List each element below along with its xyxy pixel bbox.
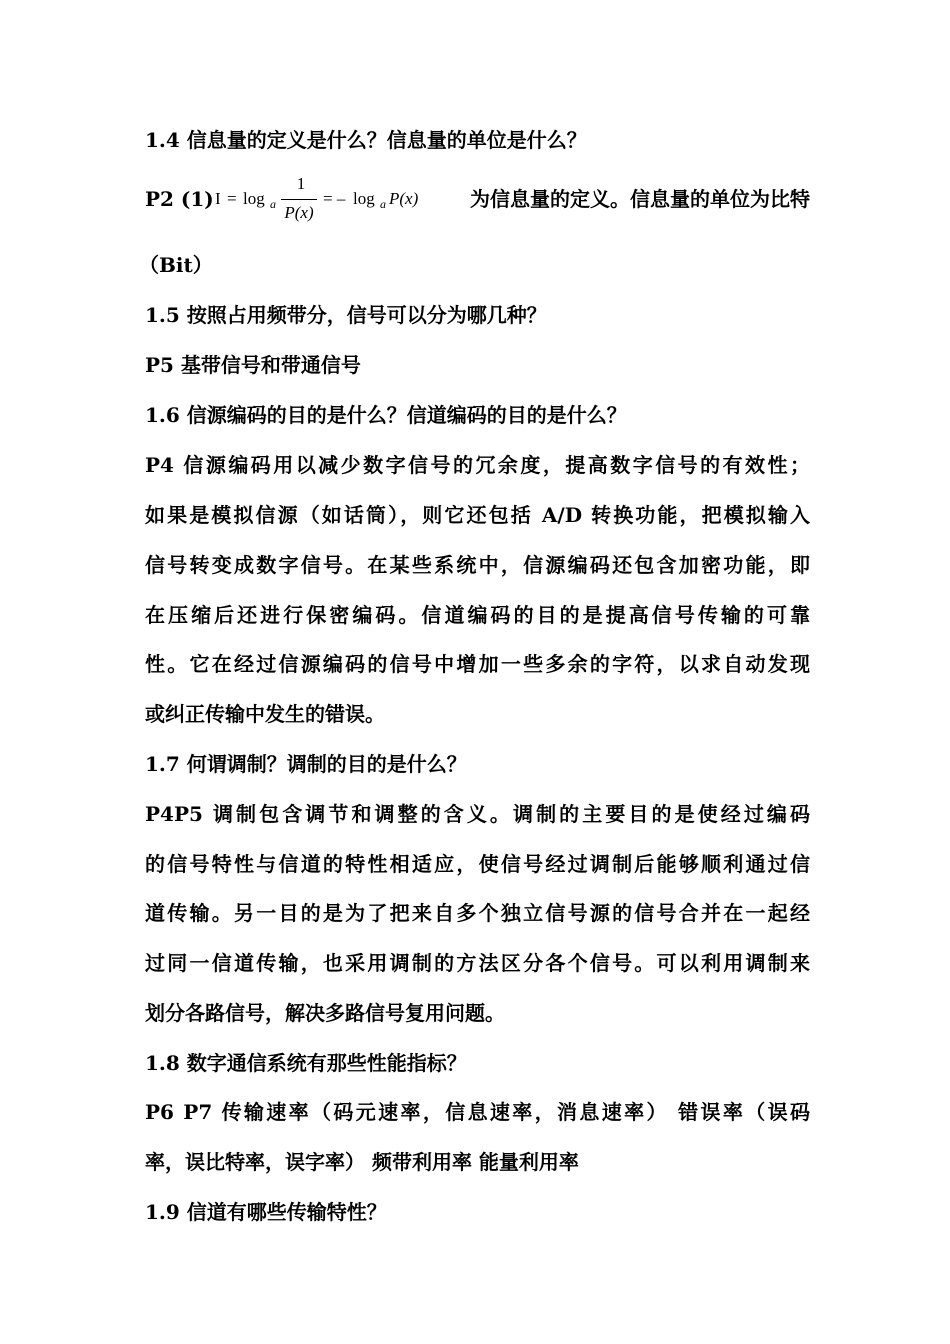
answer-1-7-line: 过同一信道传输，也采用调制的方法区分各个信号。可以利用调制来 [145, 951, 810, 975]
answer-1-6-line: 在压缩后还进行保密编码。信道编码的目的是提高信号传输的可靠 [145, 603, 810, 627]
formula-symbol-i: I [215, 189, 221, 208]
formula-equals-2: = – [323, 189, 346, 208]
formula-log-2: log [353, 189, 375, 208]
question-1-5: 1.5 按照占用频带分，信号可以分为哪几种？ [145, 303, 547, 327]
question-1-9: 1.9 信道有哪些传输特性？ [145, 1200, 387, 1224]
answer-1-8-line: 率，误比特率，误字率） 频带利用率 能量利用率 [145, 1150, 579, 1174]
fraction-bar [281, 199, 317, 200]
question-1-4: 1.4 信息量的定义是什么？信息量的单位是什么？ [145, 128, 587, 152]
answer-1-6-line: 或纠正传输中发生的错误。 [145, 702, 385, 726]
answer-1-7-line: 的信号特性与信道的特性相适应，使信号经过调制后能够顺利通过信 [145, 852, 810, 876]
formula-argument: P(x) [389, 189, 419, 208]
answer-1-6-line: 性。它在经过信源编码的信号中增加一些多余的字符，以求自动发现 [145, 652, 810, 676]
question-1-8: 1.8 数字通信系统有那些性能指标？ [145, 1051, 467, 1075]
answer-1-6-line: 信号转变成数字信号。在某些系统中，信源编码还包含加密功能，即 [145, 553, 810, 577]
answer-1-8-line: P6 P7 传输速率（码元速率，信息速率，消息速率） 错误率（误码 [145, 1100, 810, 1124]
question-1-7: 1.7 何谓调制？调制的目的是什么？ [145, 752, 467, 776]
answer-1-6-line: 如果是模拟信源（如话筒），则它还包括 A/D 转换功能，把模拟输入 [145, 503, 810, 527]
answer-1-4-unit: （Bit） [139, 253, 213, 277]
answer-1-4-text: 为信息量的定义。信息量的单位为比特 [470, 187, 810, 211]
answer-1-4-formula-line [145, 172, 810, 228]
answer-1-7-line: 划分各路信号，解决多路信号复用问题。 [145, 1001, 505, 1025]
formula-numerator: 1 [296, 174, 306, 193]
formula-base-1: a [270, 197, 276, 211]
answer-1-6-line: P4 信源编码用以减少数字信号的冗余度，提高数字信号的有效性； [145, 453, 810, 477]
formula-base-2: a [380, 197, 386, 211]
formula-denominator: P(x) [284, 203, 314, 222]
formula-log-1: log [243, 189, 265, 208]
answer-1-7-line: 道传输。另一目的是为了把来自多个独立信号源的信号合并在一起经 [145, 901, 810, 925]
question-1-6: 1.6 信源编码的目的是什么？信道编码的目的是什么？ [145, 403, 627, 427]
answer-ref: P2 (1) [145, 187, 214, 211]
formula-equals-1: = [227, 189, 237, 208]
answer-1-7-line: P4P5 调制包含调节和调整的含义。调制的主要目的是使经过编码 [145, 802, 810, 826]
answer-1-5: P5 基带信号和带通信号 [145, 353, 361, 377]
